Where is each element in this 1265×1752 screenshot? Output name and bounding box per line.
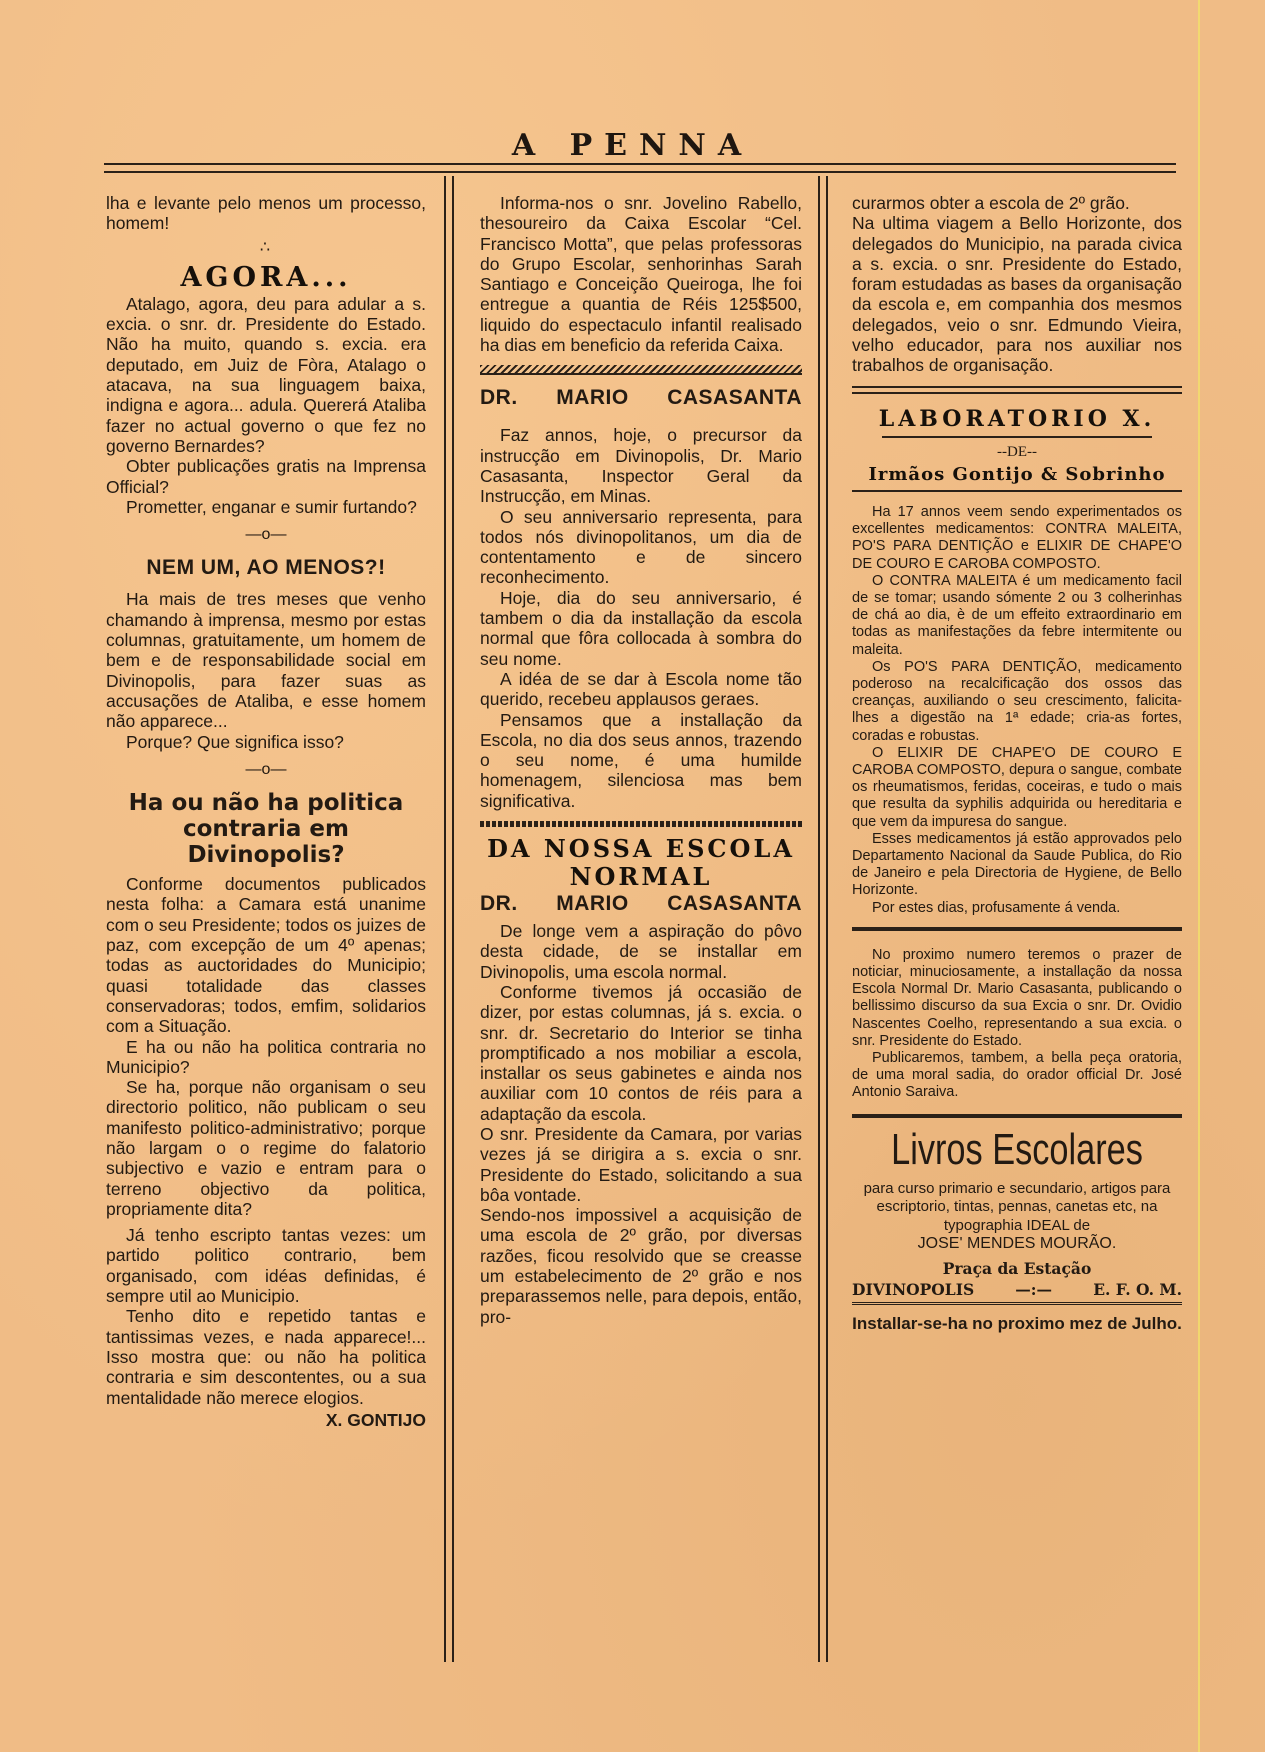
signature: X. GONTIJO — [325, 1409, 426, 1430]
double-rule — [852, 386, 1182, 394]
notice — [852, 947, 1182, 1102]
paragraph: Obter publicações gratis na Imprensa Official? — [106, 456, 426, 497]
paragraph: Esses medicamentos já estão approvados pelo Departamento Nacional da Saude Publica, do Rio de Janeiro e pela Directoria de Hygiene, de Bello Horizonte. — [852, 830, 1182, 899]
ad-city: DIVINOPOLIS — [852, 1279, 975, 1299]
paragraph: Ha mais de tres meses que venho chamando à imprensa, mesmo por estas columnas, gratuitamente, um homem de bem e de responsabilidade social em Divinopolis, para fazer suas as accusações de Ataliba, e esse homem não apparece... — [106, 589, 426, 732]
column-divider — [444, 176, 446, 1662]
column-1 — [106, 193, 426, 1430]
headline-politica: Ha ou não ha politica contraria em Divinopolis? — [128, 790, 404, 869]
column-divider — [826, 176, 828, 1662]
column-3 — [852, 193, 1182, 1334]
paragraph: Sendo-nos impossivel a acquisição de uma escola de 2º grão, por diversas razões, ficou resolvido que se creasse um estabelecimento de 2º grão e nos preparassemos nelle, para depois, então, pro- — [480, 1205, 803, 1327]
ad-place: Praça da Estação — [942, 1258, 1092, 1278]
section-separator: —o— — [245, 526, 287, 544]
paragraph: O snr. Presidente da Camara, por varias vezes já se dirigira a s. excia o snr. Presidente do Estado, solicitando a sua bôa vontade. — [480, 1123, 802, 1205]
paragraph: Porque? Que significa isso? — [126, 731, 344, 752]
lab-title: LABORATORIO X. — [878, 405, 1156, 432]
paragraph: A idéa de se dar à Escola nome tão querido, recebeu applausos geraes. — [480, 668, 802, 710]
article-continuation: lha e levante pelo menos um processo, homem! — [106, 193, 426, 234]
rule — [882, 436, 1152, 438]
paragraph: O CONTRA MALEITA é um medicamento facil de se tomar; usando sómente 2 ou 3 colherinhas de chá ao dia, è de um effeito extraordinario em todas as manifestações da febre intermitente ou maleita. — [852, 572, 1182, 658]
paragraph: Tenho dito e repetido tantas e tantissimas vezes, e nada apparece!... Isso mostra que: ou não ha politica contraria e sim descontentes, ou a sua mentalidade não merece elogios. — [106, 1306, 426, 1408]
paragraph: Ha 17 annos veem sendo experimentados os excellentes medicamentos: CONTRA MALEITA, PO'S PARA DENTIÇÃO e ELIXIR DE CHAPE'O DE COURO E CAROBA COMPOSTO. — [852, 503, 1182, 572]
headline-agora: AGORA... — [180, 261, 352, 293]
headline-nem-um: NEM UM, AO MENOS?! — [146, 556, 386, 580]
thick-rule — [852, 927, 1182, 931]
headline-casasanta-sub: DR. MARIO CASASANTA — [480, 892, 802, 916]
column-divider — [452, 176, 454, 1662]
paragraph: De longe vem a aspiração do pôvo desta cidade, de se installar em Divinopolis, uma escola normal. — [480, 921, 802, 982]
paragraph: O seu anniversario representa, para todos nós divinopolitanos, um dia de contentamento e de sincero reconhecimento. — [480, 506, 802, 588]
wavy-rule — [480, 365, 802, 375]
paragraph: Já tenho escripto tantas vezes: um partido politico contrario, bem organisado, com idéas definidas, é sempre util ao Municipio. — [106, 1225, 426, 1307]
ad-city-separator: —:— — [1015, 1279, 1053, 1299]
column-divider — [818, 176, 820, 1662]
ad-body: para curso primario e secundario, artigos para escriptorio, tintas, pennas, canetas etc, na typographia IDEAL de — [863, 1179, 1171, 1234]
paragraph: O ELIXIR DE CHAPE'O DE COURO E CAROBA COMPOSTO, depura o sangue, combate os rheumatismos, feridas, coceiras, e tudo o mais que resulta da syphilis adquirida ou hereditaria e que vem da impuresa do sangue. — [852, 744, 1182, 830]
paragraph: No proximo numero teremos o prazer de noticiar, minuciosamente, a installação da nossa Escola Normal Dr. Mario Casasanta, publicando o bellissimo discurso da sua Excia o snr. Dr. Ovidio Nascentes Coelho, representando a sua excia. o snr. Presidente do Estado. — [852, 946, 1182, 1049]
paragraph: Conforme documentos publicados nesta folha: a Camara está unanime com o seu Presidente; todos os juizes de paz, com excepção de um 4º apenas; todas as auctoridades do Municipio; quasi totalidade das classes conservadoras; todos, emfim, solidarios com a Situação. — [106, 874, 426, 1037]
livros-advertisement — [852, 1124, 1182, 1334]
paragraph: Publicaremos, tambem, a bella peça oratoria, de uma moral sadia, do orador official Dr. José Antonio Saraiva. — [852, 1050, 1182, 1101]
lab-de: --DE-- — [997, 443, 1037, 460]
paragraph: Pensamos que a installação da Escola, no dia dos seus annos, trazendo o seu nome, é uma humilde homenagem, silenciosa mas bem significativa. — [480, 709, 802, 811]
section-separator: —o— — [245, 760, 287, 778]
ad-city-row — [852, 1280, 1182, 1305]
masthead-rule-upper — [104, 163, 1176, 165]
ad-title: Livros Escolares — [891, 1124, 1143, 1174]
dotted-rule — [480, 821, 802, 827]
ad-owner: JOSE' MENDES MOURÃO. — [917, 1235, 1117, 1253]
masthead: A PENNA — [511, 128, 754, 163]
paragraph: Faz annos, hoje, o precursor da instrucção em Divinopolis, Dr. Mario Casasanta, Inspector Geral da Instrucção, em Minas. — [480, 425, 802, 507]
article-continuation: curarmos obter a escola de 2º grão. — [852, 193, 1130, 213]
rule — [852, 490, 1182, 492]
paragraph: Informa-nos o snr. Jovelino Rabello, thesoureiro da Caixa Escolar “Cel. Francisco Motta”, que pelas professoras do Grupo Escolar, senhorinhas Sarah Santiago e Conceição Queiroga, lhe foi entregue a quantia de Réis 125$500, liquido do espectaculo infantil realisado ha dias em beneficio da referida Caixa. — [480, 193, 802, 356]
masthead-rule-lower — [104, 171, 1176, 173]
paragraph: Se ha, porque não organisam o seu directorio politico, não publicam o seu manifesto politico-administrativo; porque não largam o o regime do falatorio subjectivo e vazio e entram para o terreno objectivo da politica, propriamente dita? — [106, 1077, 426, 1219]
ornament: ∴ — [259, 238, 273, 256]
headline-casasanta: DR. MARIO CASASANTA — [480, 386, 802, 410]
paragraph: Na ultima viagem a Bello Horizonte, dos delegados do Municipio, na parada civica a s. excia. o snr. Presidente do Estado, foram estudadas as bases da organisação da escola e, em companhia dos mesmos delegados, veio o snr. Edmundo Vieira, velho educador, para nos auxiliar nos trabalhos de organisação. — [852, 213, 1182, 376]
paragraph: E ha ou não ha politica contraria no Municipio? — [106, 1036, 426, 1077]
headline-escola-normal: DA NOSSA ESCOLA NORMAL — [487, 834, 795, 892]
paragraph: Os PO'S PARA DENTIÇÃO, medicamento poderoso na recalcificação dos ossos das creanças, auxiliando o seu crescimento, falicita-lhes a digestão na 1ª edade; cria-as fortes, coradas e robustas. — [852, 658, 1182, 744]
column-2 — [480, 193, 802, 1327]
lab-advertisement — [852, 504, 1182, 917]
scan-edge-line — [1198, 0, 1200, 1752]
lab-owners: Irmãos Gontijo & Sobrinho — [868, 463, 1166, 485]
thick-rule — [852, 1114, 1182, 1118]
paragraph: Conforme tivemos já occasião de dizer, por estas columnas, já s. excia. o snr. dr. Secretario do Interior se tinha promptificado a nos mobiliar a escola, installar os seus gabinetes e ainda nos auxiliar com 10 contos de réis para a adaptação da escola. — [480, 981, 802, 1124]
paragraph: Prometter, enganar e sumir furtando? — [126, 496, 417, 517]
paragraph: Por estes dias, profusamente á venda. — [872, 899, 1121, 916]
ad-railway: E. F. O. M. — [1093, 1279, 1182, 1299]
paragraph: Hoje, dia do seu anniversario, é tambem o dia da installação da escola normal que fôra collocada à sombra do seu nome. — [480, 587, 802, 669]
paragraph: Atalago, agora, deu para adular a s. excia. o snr. dr. Presidente do Estado. Não ha muito, quando s. excia. era deputado, em Juiz de Fòra, Atalago o atacava, na sua linguagem baixa, indigna e agora... adula. Quererá Ataliba fazer no actual governo o que fez no governo Bernardes? — [106, 293, 426, 456]
ad-footer: Installar-se-ha no proximo mez de Julho. — [852, 1313, 1182, 1333]
